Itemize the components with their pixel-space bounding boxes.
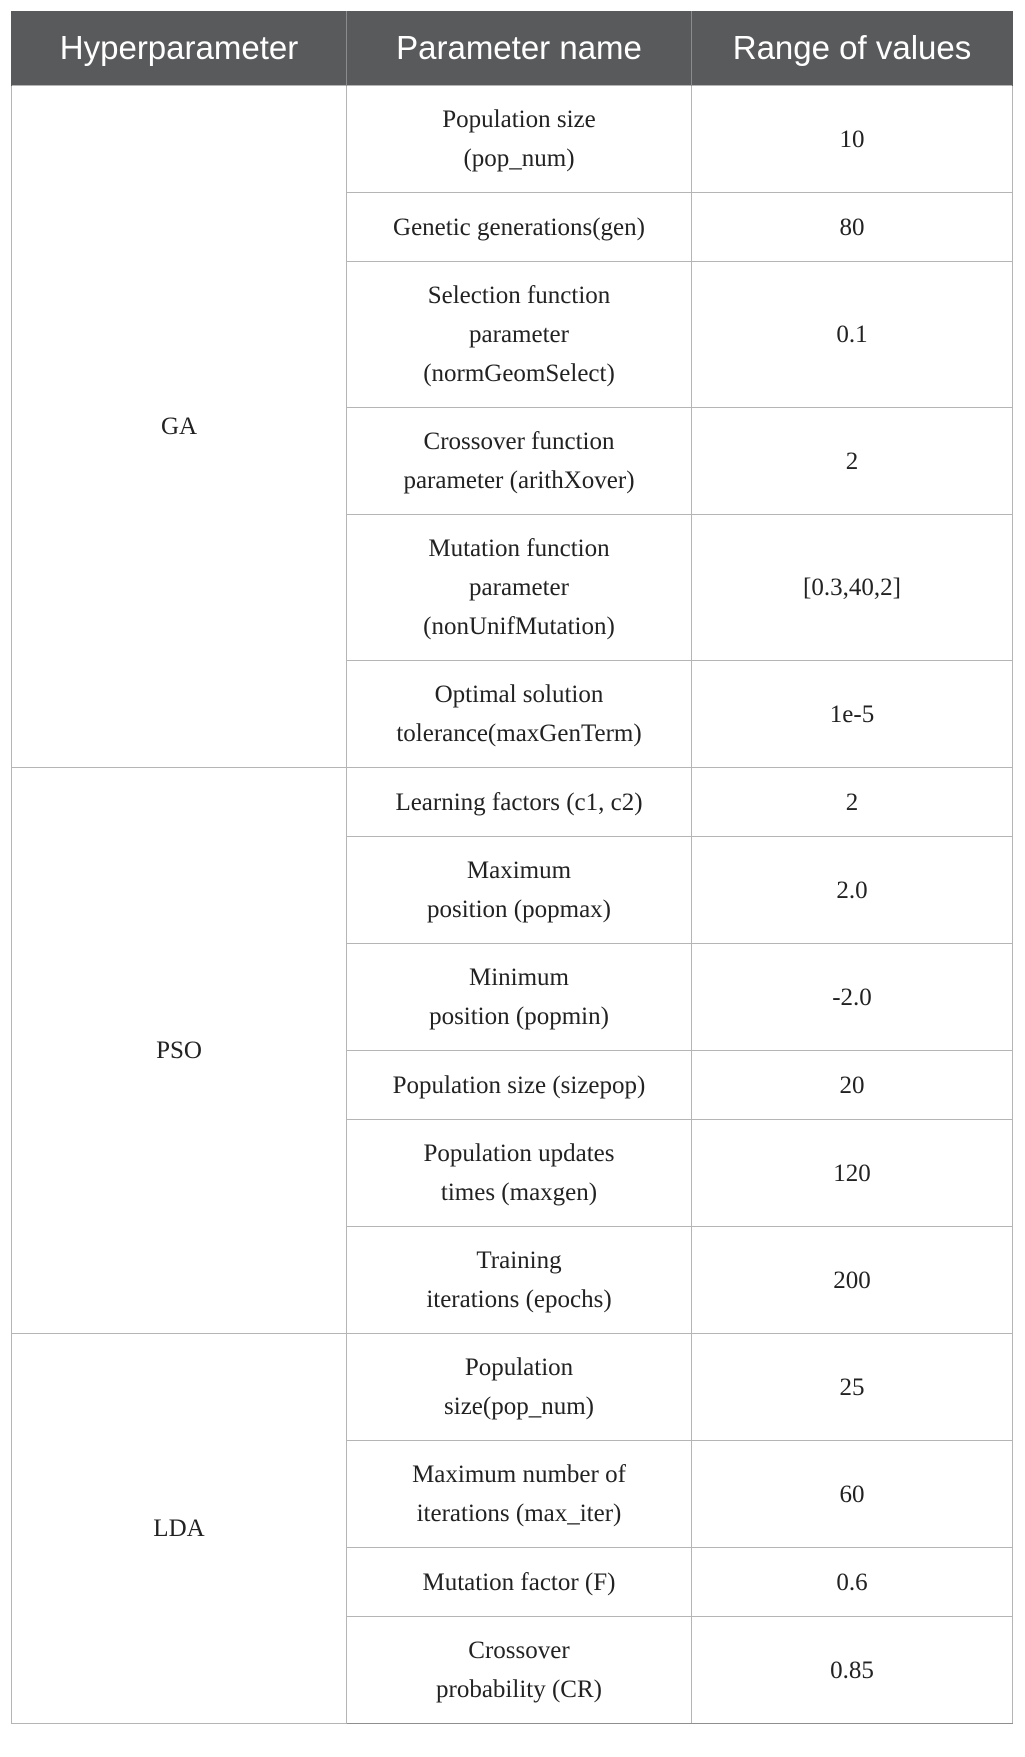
value-cell: 2 xyxy=(692,408,1013,515)
column-header-hyperparameter: Hyperparameter xyxy=(12,11,347,86)
table-row xyxy=(12,768,1013,837)
parameter-name-cell: Population updates times (maxgen) xyxy=(347,1120,692,1227)
parameter-name-cell: Selection function parameter (normGeomSelect) xyxy=(347,262,692,408)
parameter-name-cell: Training iterations (epochs) xyxy=(347,1227,692,1334)
column-header-range-of-values: Range of values xyxy=(692,11,1013,86)
group-cell-pso: PSO xyxy=(12,768,347,1334)
header-row xyxy=(12,11,1013,86)
parameter-name-cell: Mutation factor (F) xyxy=(347,1548,692,1617)
value-cell: 0.6 xyxy=(692,1548,1013,1617)
parameter-name-cell: Learning factors (c1, c2) xyxy=(347,768,692,837)
value-cell: 120 xyxy=(692,1120,1013,1227)
table-row xyxy=(12,86,1013,193)
value-cell: 10 xyxy=(692,86,1013,193)
hyperparameter-table-container xyxy=(11,11,1012,1724)
parameter-name-cell: Crossover probability (CR) xyxy=(347,1617,692,1724)
value-cell: 0.85 xyxy=(692,1617,1013,1724)
parameter-name-cell: Population size(pop_num) xyxy=(347,1334,692,1441)
value-cell: 80 xyxy=(692,193,1013,262)
value-cell: 200 xyxy=(692,1227,1013,1334)
value-cell: 25 xyxy=(692,1334,1013,1441)
parameter-name-cell: Optimal solution tolerance(maxGenTerm) xyxy=(347,661,692,768)
value-cell: -2.0 xyxy=(692,944,1013,1051)
value-cell: 2 xyxy=(692,768,1013,837)
parameter-name-cell: Population size (sizepop) xyxy=(347,1051,692,1120)
parameter-name-cell: Maximum position (popmax) xyxy=(347,837,692,944)
value-cell: 2.0 xyxy=(692,837,1013,944)
parameter-name-cell: Population size (pop_num) xyxy=(347,86,692,193)
value-cell: 20 xyxy=(692,1051,1013,1120)
parameter-name-cell: Mutation function parameter (nonUnifMutation) xyxy=(347,515,692,661)
value-cell: 1e-5 xyxy=(692,661,1013,768)
parameter-name-cell: Maximum number of iterations (max_iter) xyxy=(347,1441,692,1548)
value-cell: [0.3,40,2] xyxy=(692,515,1013,661)
parameter-name-cell: Genetic generations(gen) xyxy=(347,193,692,262)
value-cell: 60 xyxy=(692,1441,1013,1548)
column-header-parameter-name: Parameter name xyxy=(347,11,692,86)
table-header xyxy=(12,11,1013,86)
hyperparameter-table xyxy=(11,11,1013,1724)
value-cell: 0.1 xyxy=(692,262,1013,408)
group-cell-ga: GA xyxy=(12,86,347,768)
parameter-name-cell: Crossover function parameter (arithXover) xyxy=(347,408,692,515)
table-row xyxy=(12,1334,1013,1441)
parameter-name-cell: Minimum position (popmin) xyxy=(347,944,692,1051)
table-body xyxy=(12,86,1013,1724)
group-cell-lda: LDA xyxy=(12,1334,347,1724)
